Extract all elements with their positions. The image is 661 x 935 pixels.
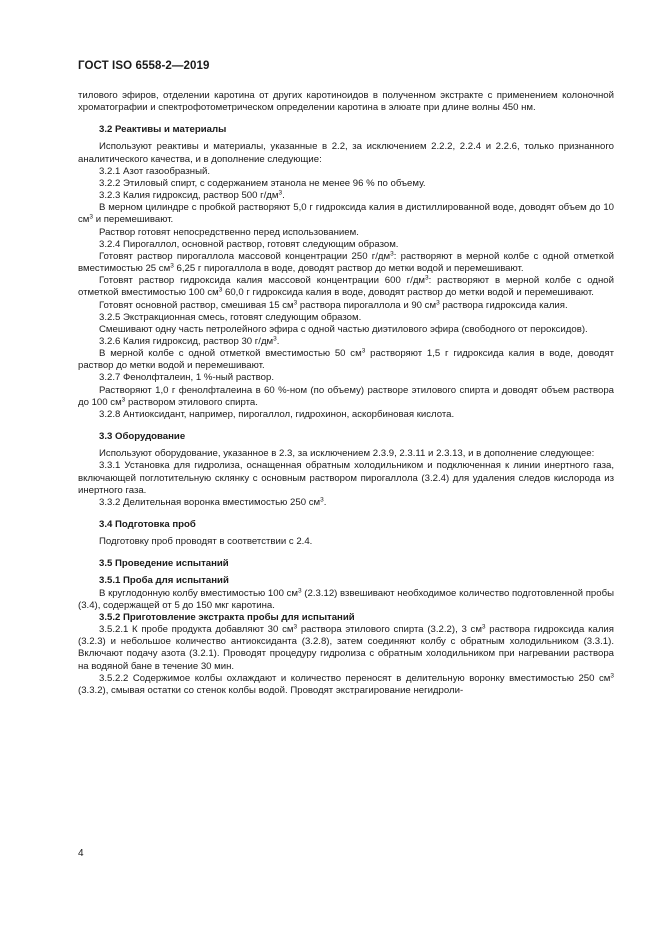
paragraph: Подготовку проб проводят в соответствии с 2.4.: [99, 536, 313, 548]
paragraph: Смешивают одну часть петролейного эфира с одной частью диэтилового эфира (свободного от пероксидов).: [99, 323, 588, 335]
paragraph: 3.5.2.2 Содержимое колбы охлаждают и количество переносят в делительную воронку вместимостью 250 $см^3$ (3.3.2), смывая остатки со стенок колбы водой. Проводят экстрагирование негидроли-: [78, 672, 614, 696]
paragraph: 3.5.2.1 К пробе продукта добавляют 30 $см^3$ раствора этилового спирта (3.2.2), 3 $см^3$ раствора гидроксида калия (3.2.3) и небольшое количество антиоксиданта (3.2.8), затем соединяют колбу с обратным холодильником (3.3.1). Включают подачу азота (3.2.1). Проводят процедуру гидролиза с обратным холодильником при нагревании раствора на водяной бане в течение 30 мин.: [78, 623, 614, 672]
paragraph: 3.2.2 Этиловый спирт, с содержанием этанола не менее 96 % по объему.: [99, 177, 426, 189]
paragraph: 3.2.3 Калия гидроксид, раствор 500 $г/дм^3$.: [99, 189, 285, 202]
paragraph: Используют оборудование, указанное в 2.3, за исключением 2.3.9, 2.3.11 и 2.3.13, и в дополнение следующее:: [99, 448, 595, 460]
paragraph: Раствор готовят непосредственно перед использованием.: [99, 226, 359, 238]
spacer: [78, 509, 614, 519]
paragraph: Используют реактивы и материалы, указанные в 2.2, за исключением 2.2.2, 2.2.4 и 2.2.6, только признанного аналитического качества, и в дополнение следующие:: [78, 141, 614, 165]
page-header-title: ГОСТ ISO 6558-2—2019: [78, 60, 210, 72]
section-heading: 3.3 Оборудование: [99, 431, 186, 443]
paragraph: В круглодонную колбу вместимостью 100 $см^3$ (2.3.12) взвешивают необходимое количество подготовленной пробы (3.4), содержащей от 5 до 150 мкг каротина.: [78, 587, 614, 611]
section-heading: 3.5 Проведение испытаний: [99, 558, 229, 570]
section-heading: 3.5.2 Приготовление экстракта пробы для испытаний: [99, 611, 355, 623]
paragraph: тилового эфиров, отделении каротина от других каротиноидов в полученном экстракте с применением колоночной хроматографии и спектрофотометрическом определении каротина в элюате при длине волны 450 нм.: [78, 90, 614, 114]
paragraph: 3.2.7 Фенолфталеин, 1 %-ный раствор.: [99, 372, 275, 384]
paragraph: Растворяют 1,0 г фенолфталеина в 60 %-ном (по объему) растворе этилового спирта и доводят объем раствора до 100 $см^3$ раствором этилового спирта.: [78, 384, 614, 408]
paragraph: 3.2.4 Пирогаллол, основной раствор, готовят следующим образом.: [99, 238, 399, 250]
section-heading: 3.4 Подготовка проб: [99, 519, 196, 530]
section-heading: 3.2 Реактивы и материалы: [99, 124, 227, 136]
page-number: 4: [78, 848, 84, 859]
document-body: [78, 90, 614, 697]
paragraph: В мерном цилиндре с пробкой растворяют 5,0 г гидроксида калия в дистиллированной воде, доводят объем до 10 $см^3$ и перемешивают.: [78, 202, 614, 226]
paragraph: В мерной колбе с одной отметкой вместимостью 50 $см^3$ растворяют 1,5 г гидроксида калия в воде, доводят раствор до метки водой и перемешивают.: [78, 347, 615, 372]
paragraph: 3.2.1 Азот газообразный.: [99, 165, 211, 177]
paragraph: 3.3.2 Делительная воронка вместимостью 250 $см^3$.: [99, 496, 327, 508]
spacer: [78, 114, 614, 124]
spacer: [78, 548, 614, 558]
paragraph: 3.2.8 Антиоксидант, например, пирогаллол, гидрохинон, аскорбиновая кислота.: [99, 408, 455, 420]
spacer: [78, 421, 614, 431]
paragraph: Готовят раствор гидроксида калия массовой концентрации 600 $г/дм^3$: растворяют в мерной колбе с одной отметкой вместимостью 100 $см^3$ 60,0 г гидроксида калия в воде, доводят раствор до метки водой и перемешивают.: [78, 274, 615, 299]
paragraph: Готовят раствор пирогаллола массовой концентрации 250 $г/дм^3$: растворяют в мерной колбе с одной отметкой вместимостью 25 $см^3$ 6,25 г пирогаллола в воде, доводят раствор до метки водой и перемешивают.: [78, 250, 614, 275]
paragraph: 3.2.5 Экстракционная смесь, готовят следующим образом.: [99, 311, 362, 323]
section-heading: 3.5.1 Проба для испытаний: [99, 575, 229, 587]
paragraph: 3.2.6 Калия гидроксид, раствор 30 $г/дм^3$.: [99, 335, 280, 347]
paragraph: 3.3.1 Установка для гидролиза, оснащенная обратным холодильником и подключенная к линии инертного газа, включающей поглотительную склянку с основным раствором пирогаллола (3.2.4) для удаления следов кислорода из инертного газа.: [78, 460, 614, 496]
paragraph: Готовят основной раствор, смешивая 15 $см^3$ раствора пирогаллола и 90 $см^3$ раствора гидроксида калия.: [99, 299, 568, 311]
